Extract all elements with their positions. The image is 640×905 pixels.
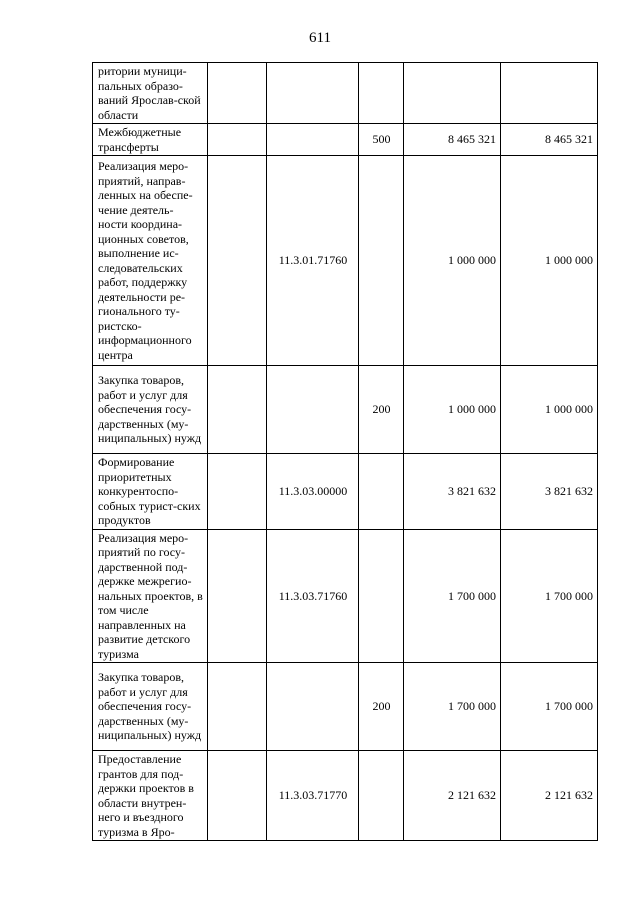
amount-cell-1: 1 700 000 (404, 663, 501, 751)
expense-type-cell (359, 529, 404, 663)
amount-cell-2 (501, 63, 598, 124)
table-row (93, 63, 598, 124)
amount-cell-1: 1 000 000 (404, 366, 501, 454)
row-name-cell: ритории муници-пальных образо-ваний Ярослав-ской области (93, 63, 208, 124)
expense-type-cell: 500 (359, 124, 404, 156)
program-code-cell (267, 663, 359, 751)
expense-type-cell: 200 (359, 663, 404, 751)
expense-type-cell (359, 454, 404, 530)
program-code-cell: 11.3.03.71760 (267, 529, 359, 663)
empty-cell (208, 63, 267, 124)
budget-table (92, 62, 598, 841)
amount-cell-1: 3 821 632 (404, 454, 501, 530)
row-name-cell: Формирование приоритетных конкурентоспо-собных турист-ских продуктов (93, 454, 208, 530)
empty-cell (208, 529, 267, 663)
expense-type-cell (359, 63, 404, 124)
row-name-cell: Реализация меро-приятий, направ-ленных на обеспе-чение деятель-ности координа-ционных советов, выполнение ис-следовательских работ, поддержку деятельности ре-гионального ту-ристско-информационного центра (93, 156, 208, 366)
amount-cell-2: 1 000 000 (501, 366, 598, 454)
empty-cell (208, 663, 267, 751)
table-row (93, 124, 598, 156)
table-row (93, 529, 598, 663)
program-code-cell (267, 366, 359, 454)
program-code-cell: 11.3.03.71770 (267, 751, 359, 841)
program-code-cell: 11.3.03.00000 (267, 454, 359, 530)
table-row (93, 156, 598, 366)
amount-cell-2: 1 700 000 (501, 529, 598, 663)
empty-cell (208, 156, 267, 366)
row-name-cell: Межбюджетные трансферты (93, 124, 208, 156)
empty-cell (208, 454, 267, 530)
table-row (93, 454, 598, 530)
table-row (93, 663, 598, 751)
row-name-cell: Закупка товаров, работ и услуг для обеспечения госу-дарственных (му-ниципальных) нужд (93, 366, 208, 454)
program-code-cell (267, 124, 359, 156)
amount-cell-1: 1 700 000 (404, 529, 501, 663)
row-name-cell: Реализация меро-приятий по госу-дарственной под-держке межрегио-нальных проектов, в том числе направленных на развитие детского туризма (93, 529, 208, 663)
amount-cell-2: 1 700 000 (501, 663, 598, 751)
amount-cell-2: 1 000 000 (501, 156, 598, 366)
table-row (93, 751, 598, 841)
empty-cell (208, 366, 267, 454)
expense-type-cell (359, 751, 404, 841)
table-row (93, 366, 598, 454)
expense-type-cell: 200 (359, 366, 404, 454)
amount-cell-1: 2 121 632 (404, 751, 501, 841)
row-name-cell: Предоставление грантов для под-держки проектов в области внутрен-него и въездного туризма в Яро- (93, 751, 208, 841)
amount-cell-2: 2 121 632 (501, 751, 598, 841)
row-name-cell: Закупка товаров, работ и услуг для обеспечения госу-дарственных (му-ниципальных) нужд (93, 663, 208, 751)
amount-cell-1 (404, 63, 501, 124)
expense-type-cell (359, 156, 404, 366)
empty-cell (208, 124, 267, 156)
program-code-cell (267, 63, 359, 124)
amount-cell-2: 8 465 321 (501, 124, 598, 156)
page-number: 611 (309, 30, 331, 46)
amount-cell-1: 1 000 000 (404, 156, 501, 366)
amount-cell-2: 3 821 632 (501, 454, 598, 530)
amount-cell-1: 8 465 321 (404, 124, 501, 156)
empty-cell (208, 751, 267, 841)
program-code-cell: 11.3.01.71760 (267, 156, 359, 366)
